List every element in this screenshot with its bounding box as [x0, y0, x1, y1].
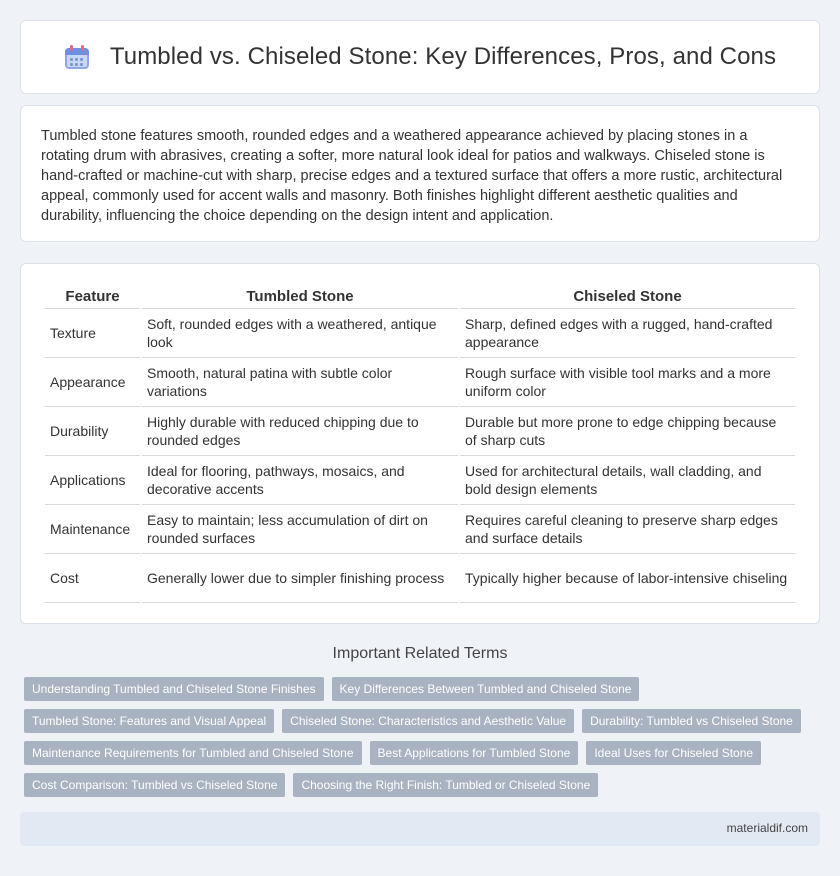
feature-cell: Texture — [45, 309, 140, 358]
chiseled-cell: Used for architectural details, wall cladding, and bold design elements — [460, 456, 795, 505]
related-term-link[interactable]: Cost Comparison: Tumbled vs Chiseled Stone — [24, 773, 285, 797]
feature-cell: Maintenance — [45, 505, 140, 554]
page-title: Tumbled vs. Chiseled Stone: Key Differences, Pros, and Cons — [109, 43, 777, 70]
intro-card — [20, 105, 820, 242]
tumbled-cell: Ideal for flooring, pathways, mosaics, and decorative accents — [142, 456, 458, 505]
tag-row — [24, 773, 824, 797]
tag-row — [24, 677, 824, 701]
related-term-link[interactable]: Tumbled Stone: Features and Visual Appeal — [24, 709, 274, 733]
calendar-icon — [64, 44, 90, 70]
comparison-table-card — [20, 263, 820, 624]
related-term-link[interactable]: Choosing the Right Finish: Tumbled or Chiseled Stone — [293, 773, 598, 797]
related-term-link[interactable]: Maintenance Requirements for Tumbled and Chiseled Stone — [24, 741, 362, 765]
tumbled-cell: Soft, rounded edges with a weathered, antique look — [142, 309, 458, 358]
related-term-link[interactable]: Chiseled Stone: Characteristics and Aesthetic Value — [282, 709, 574, 733]
header-tumbled: Tumbled Stone — [142, 284, 458, 309]
tumbled-cell: Highly durable with reduced chipping due to rounded edges — [142, 407, 458, 456]
comparison-table — [43, 284, 797, 603]
table-row — [45, 505, 795, 554]
table-header-row — [45, 284, 795, 309]
table-row — [45, 456, 795, 505]
feature-cell: Durability — [45, 407, 140, 456]
chiseled-cell: Requires careful cleaning to preserve sharp edges and surface details — [460, 505, 795, 554]
feature-cell: Cost — [45, 554, 140, 603]
chiseled-cell: Rough surface with visible tool marks and a more uniform color — [460, 358, 795, 407]
related-term-link[interactable]: Key Differences Between Tumbled and Chiseled Stone — [332, 677, 640, 701]
chiseled-cell: Durable but more prone to edge chipping because of sharp cuts — [460, 407, 795, 456]
related-terms-title: Important Related Terms — [332, 645, 508, 662]
related-term-link[interactable]: Durability: Tumbled vs Chiseled Stone — [582, 709, 801, 733]
footer — [20, 812, 820, 846]
related-term-link[interactable]: Best Applications for Tumbled Stone — [370, 741, 579, 765]
table-row — [45, 554, 795, 603]
title-wrap — [64, 43, 776, 71]
tag-row — [24, 709, 824, 733]
intro-paragraph: Tumbled stone features smooth, rounded edges and a weathered appearance achieved by placing stones in a rotating drum with abrasives, creating a softer, more natural look ideal for patios and walkways. Chiseled stone is hand-crafted or machine-cut with sharp, precise edges and a textured surface that offers a more rustic, architectural appeal, commonly used for accent walls and masonry. Both finishes highlight different aesthetic qualities and durability, influencing the choice depending on the design intent and application. — [41, 128, 783, 224]
table-row — [45, 309, 795, 358]
tumbled-cell: Smooth, natural patina with subtle color variations — [142, 358, 458, 407]
related-term-link[interactable]: Understanding Tumbled and Chiseled Stone Finishes — [24, 677, 324, 701]
tumbled-cell: Generally lower due to simpler finishing process — [142, 554, 458, 603]
title-card — [20, 20, 820, 94]
tumbled-cell: Easy to maintain; less accumulation of dirt on rounded surfaces — [142, 505, 458, 554]
header-feature: Feature — [45, 284, 140, 309]
header-chiseled: Chiseled Stone — [460, 284, 795, 309]
table-row — [45, 358, 795, 407]
chiseled-cell: Typically higher because of labor-intensive chiseling — [460, 554, 795, 603]
chiseled-cell: Sharp, defined edges with a rugged, hand-crafted appearance — [460, 309, 795, 358]
related-term-link[interactable]: Ideal Uses for Chiseled Stone — [586, 741, 761, 765]
feature-cell: Applications — [45, 456, 140, 505]
footer-site-name: materialdif.com — [726, 821, 808, 835]
tag-row — [24, 741, 824, 765]
related-terms-list — [24, 677, 824, 805]
table-row — [45, 407, 795, 456]
feature-cell: Appearance — [45, 358, 140, 407]
